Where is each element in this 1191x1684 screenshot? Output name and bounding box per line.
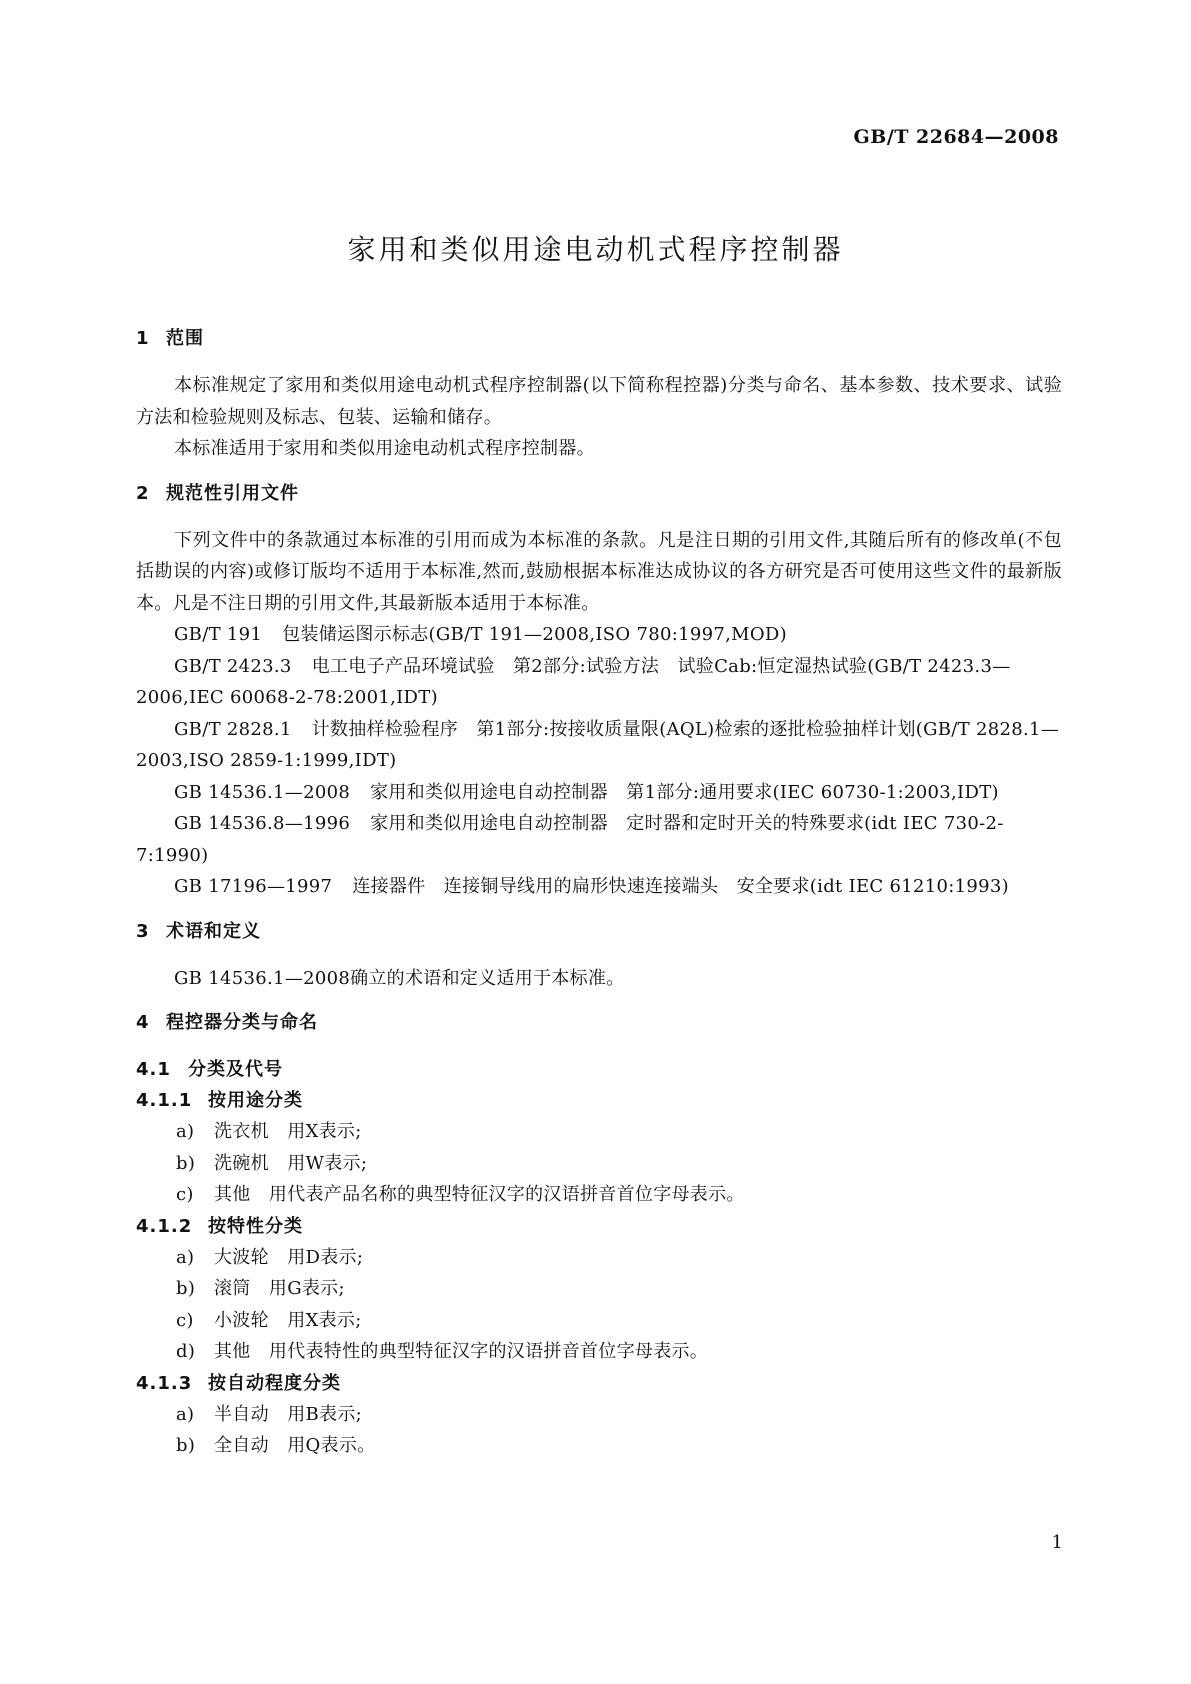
list-marker: a): [176, 1246, 195, 1268]
section-1-paragraph-2: 本标准适用于家用和类似用途电动机式程序控制器。: [174, 438, 595, 459]
list-item: [136, 1242, 1062, 1274]
section-number: 1: [136, 328, 150, 349]
list-item: [136, 1116, 1062, 1148]
reference-code: GB/T 191: [174, 624, 263, 645]
subsection-4-1-heading: [136, 1054, 1062, 1085]
section-3-paragraph-1: GB 14536.1—2008确立的术语和定义适用于本标准。: [174, 967, 625, 989]
subsection-title: 按自动程度分类: [208, 1372, 341, 1394]
section-number: 2: [136, 482, 150, 504]
list-item: [136, 1179, 1062, 1211]
section-title: 范围: [166, 328, 204, 349]
list-item: [136, 1148, 1062, 1180]
reference-text: 家用和类似用途电自动控制器 第1部分:通用要求(IEC 60730-1:2003,IDT): [370, 781, 999, 803]
list-item: [136, 1273, 1062, 1305]
subsection-4-1-1-heading: [136, 1085, 1062, 1116]
section-2-paragraph-1: 下列文件中的条款通过本标准的引用而成为本标准的条款。凡是注日期的引用文件,其随后所有的修改单(不包括勘误的内容)或修订版均不适用于本标准,然而,鼓励根据本标准达成协议的各方研究是否可使用这些文件的最新版本。凡是不注日期的引用文件,其最新版本适用于本标准。: [136, 529, 1062, 614]
section-4-heading: [136, 1008, 1062, 1038]
list-marker: a): [176, 1403, 195, 1425]
section-3-heading: [136, 917, 1062, 947]
subsection-title: 按特性分类: [208, 1215, 303, 1237]
standard-code: GB/T 22684—2008: [853, 126, 1059, 148]
list-marker: a): [176, 1121, 195, 1142]
list-item: [136, 1305, 1062, 1337]
subsection-number: 4.1.3: [136, 1372, 193, 1394]
reference-item: [136, 619, 1062, 651]
reference-text: 计数抽样检验程序 第1部分:按接收质量限(AQL)检索的逐批检验抽样计划(GB/T 2828.1—2003,ISO 2859-1:1999,IDT): [136, 718, 1060, 771]
list-text: 其他 用代表产品名称的典型特征汉字的汉语拼音首位字母表示。: [214, 1184, 745, 1205]
list-text: 洗衣机 用X表示;: [214, 1121, 362, 1142]
list-marker: c): [176, 1184, 194, 1205]
list-item: [136, 1399, 1062, 1431]
list-text: 半自动 用B表示;: [214, 1403, 362, 1425]
subsection-number: 4.1.1: [136, 1090, 193, 1111]
reference-code: GB/T 2828.1: [174, 718, 292, 740]
list-item: [136, 1336, 1062, 1368]
subsection-title: 按用途分类: [208, 1090, 303, 1111]
reference-code: GB 14536.8—1996: [174, 813, 351, 834]
reference-text: 电工电子产品环境试验 第2部分:试验方法 试验Cab:恒定湿热试验(GB/T 2423.3—2006,IEC 60068-2-78:2001,IDT): [136, 655, 1011, 708]
reference-code: GB/T 2423.3: [174, 655, 292, 677]
section-1-paragraph-1: 本标准规定了家用和类似用途电动机式程序控制器(以下简称程控器)分类与命名、基本参数、技术要求、试验方法和检验规则及标志、包装、运输和储存。: [136, 375, 1062, 428]
document-title: 家用和类似用途电动机式程序控制器: [347, 233, 844, 266]
reference-text: 包装储运图示标志(GB/T 191—2008,ISO 780:1997,MOD): [282, 624, 787, 645]
list-text: 其他 用代表特性的典型特征汉字的汉语拼音首位字母表示。: [214, 1341, 709, 1362]
section-title: 规范性引用文件: [166, 482, 299, 504]
list-marker: b): [176, 1435, 196, 1456]
reference-item: [136, 777, 1062, 809]
reference-item: [136, 651, 1062, 714]
section-title: 术语和定义: [166, 920, 261, 942]
subsection-title: 分类及代号: [188, 1059, 283, 1080]
reference-text: 家用和类似用途电自动控制器 定时器和定时开关的特殊要求(idt IEC 730-2-7:1990): [136, 813, 1004, 866]
list-marker: d): [176, 1341, 196, 1362]
page-number: 1: [1051, 1532, 1063, 1553]
subsection-number: 4.1.2: [136, 1215, 193, 1237]
list-text: 小波轮 用X表示;: [214, 1309, 362, 1331]
document-body: [136, 324, 1062, 1462]
section-1-heading: [136, 324, 1062, 354]
subsection-number: 4.1: [136, 1059, 171, 1080]
list-text: 全自动 用Q表示。: [214, 1435, 376, 1456]
list-marker: b): [176, 1152, 196, 1174]
section-2-heading: [136, 479, 1062, 509]
reference-code: GB 17196—1997: [174, 876, 333, 897]
reference-item: [136, 871, 1062, 903]
list-marker: b): [176, 1278, 196, 1299]
section-number: 3: [136, 920, 150, 942]
reference-text: 连接器件 连接铜导线用的扁形快速连接端头 安全要求(idt IEC 61210:1993): [352, 876, 1009, 897]
subsection-4-1-3-heading: [136, 1368, 1062, 1399]
subsection-4-1-2-heading: [136, 1211, 1062, 1242]
list-text: 大波轮 用D表示;: [214, 1246, 364, 1268]
list-item: [136, 1430, 1062, 1462]
list-text: 洗碗机 用W表示;: [214, 1152, 368, 1174]
reference-code: GB 14536.1—2008: [174, 781, 351, 803]
list-text: 滚筒 用G表示;: [214, 1278, 345, 1299]
reference-item: [136, 808, 1062, 871]
section-number: 4: [136, 1012, 150, 1033]
list-marker: c): [176, 1309, 194, 1331]
reference-item: [136, 714, 1062, 777]
section-title: 程控器分类与命名: [166, 1012, 318, 1033]
